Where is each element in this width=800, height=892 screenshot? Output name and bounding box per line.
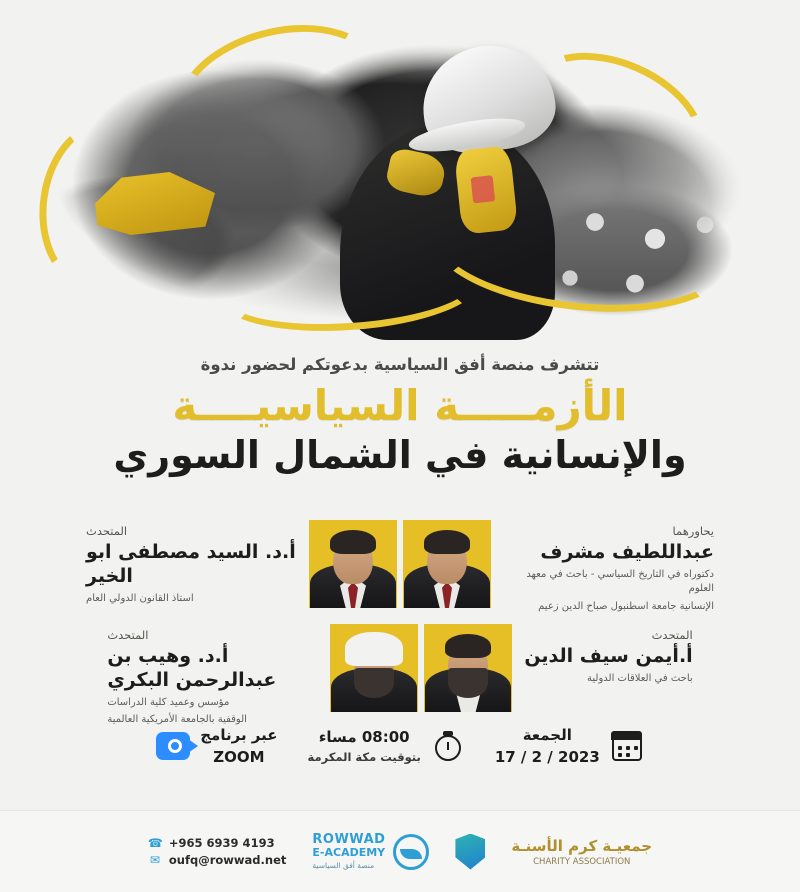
hair-shape [330,530,376,554]
speaker-name-1: أ.د. السيد مصطفى ابو الخير [86,541,296,587]
footer-bar [0,810,800,892]
beard-shape [354,668,394,698]
speaker-info-2 [512,624,704,686]
email-address: oufq@rowwad.net [168,853,287,867]
stopwatch-icon [431,729,465,763]
moderator-info [491,520,726,614]
moderator-title-1: دكتوراه في التاريخ السياسي - باحث في معهد العلوم [526,568,714,595]
invitation-kicker: تتشرف منصة أفق السياسية بدعوتكم لحضور ندوة [200,355,600,374]
speaker-photo-3 [424,624,512,712]
charity-logo [511,837,652,867]
page-subtitle: والإنسانية في الشمال السوري [113,433,687,478]
title-block [0,355,800,480]
rowwad-line1: ROWWAD [312,832,386,848]
speakers-section [0,520,800,738]
time-block [308,728,465,764]
speaker-row [20,520,780,614]
platform-text [200,726,277,766]
headdress-shape [345,632,403,666]
speaker-info-1 [74,520,309,606]
speaker-role-1: المتحدث [86,524,128,538]
event-day: الجمعة [522,726,572,744]
hair-shape [445,634,491,658]
platform-label: عبر برنامج [200,726,278,744]
date-text [495,726,600,766]
page-title: الأزمـــــة السياسيــــة [172,381,628,430]
date-block [495,726,644,766]
phone-number: +965 6939 4193 [168,836,275,850]
event-time: 08:00 مساء [318,728,410,746]
calendar-icon [610,729,644,763]
speaker-photo-2 [309,520,397,608]
moderator-title-2: الإنسانية جامعة اسطنبول صباح الدين زعيم [538,600,714,612]
event-timezone: بتوقيت مكة المكرمة [307,750,421,764]
speaker-name-3: أ.د. وهيب بن عبدالرحمن البكري [107,645,277,691]
phone-row[interactable] [148,836,287,850]
rowwad-mark-icon [393,834,429,870]
rowwad-logo [312,833,429,869]
envelope-icon: ✉ [149,853,160,867]
email-row[interactable] [148,853,287,867]
speaker-title-3b: الوقفية بالجامعة الأمريكية العالمية [107,714,247,726]
rowwad-logo-text [312,833,385,869]
platform-block [156,726,277,766]
event-details-bar [0,726,800,766]
hair-shape [424,530,470,554]
speaker-row [20,624,780,728]
speaker-name-2: أ.أيمن سيف الدين [524,645,693,668]
hero-collage [0,0,800,345]
shield-logo-icon [455,834,485,870]
speaker-title-2: باحث في العلاقات الدولية [587,673,693,684]
video-camera-icon [156,729,190,763]
moderator-role: يحاورهما [672,524,714,538]
rowwad-line3: منصة أفق السياسية [312,860,375,870]
phone-icon: ☎ [147,836,163,850]
speaker-photo-4 [330,624,418,712]
charity-logo-line1: جمعيـة كرم الأسنـة [511,836,653,855]
beard-shape [448,668,488,698]
speaker-role-2: المتحدث [651,628,693,643]
time-text [308,728,421,764]
platform-name: ZOOM [213,748,265,766]
charity-logo-line2: CHARITY ASSOCIATION [533,856,631,867]
speaker-role-3: المتحدث [107,628,149,643]
contact-block [148,833,287,870]
speaker-photo-pair [330,624,512,712]
speaker-title-1: استاذ القانون الدولي العام [86,592,194,604]
moderator-name: عبداللطيف مشرف [540,541,714,563]
speaker-photo-pair [309,520,491,608]
speaker-title-3a: مؤسس وعميد كلية الدراسات [107,696,230,708]
event-date: 2023 / 2 / 17 [494,748,600,766]
rowwad-line2: E-ACADEMY [312,846,386,860]
speaker-info-3 [95,624,330,728]
speaker-photo-1 [403,520,491,608]
